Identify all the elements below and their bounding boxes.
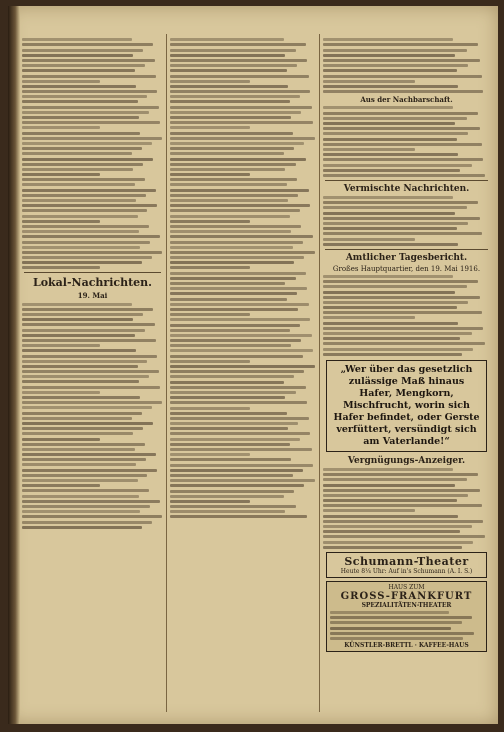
text-line bbox=[323, 494, 468, 497]
text-line bbox=[22, 510, 140, 513]
text-line bbox=[323, 535, 485, 538]
text-line bbox=[323, 59, 480, 62]
text-line bbox=[323, 546, 462, 549]
text-line bbox=[170, 256, 304, 259]
text-line bbox=[323, 43, 478, 46]
text-line bbox=[22, 142, 152, 145]
text-line bbox=[323, 54, 455, 57]
text-line bbox=[22, 137, 162, 140]
text-line bbox=[22, 38, 132, 41]
text-line bbox=[170, 215, 290, 218]
text-line bbox=[170, 375, 294, 378]
text-line bbox=[323, 322, 458, 325]
text-line bbox=[323, 301, 468, 304]
text-line bbox=[170, 500, 250, 503]
text-line bbox=[22, 443, 145, 446]
text-line bbox=[22, 225, 149, 228]
text-line bbox=[323, 332, 472, 335]
article-text bbox=[323, 275, 490, 356]
text-line bbox=[323, 484, 455, 487]
text-line bbox=[22, 241, 150, 244]
text-line bbox=[170, 505, 296, 508]
text-line bbox=[22, 256, 152, 259]
text-line bbox=[170, 75, 309, 78]
text-line bbox=[170, 458, 291, 461]
text-line bbox=[330, 637, 463, 640]
text-line bbox=[22, 199, 136, 202]
text-line bbox=[170, 225, 301, 228]
text-line bbox=[170, 427, 288, 430]
text-line bbox=[22, 412, 142, 415]
text-line bbox=[170, 158, 306, 161]
article-text bbox=[323, 196, 490, 246]
text-line bbox=[22, 370, 159, 373]
text-line bbox=[323, 478, 467, 481]
text-line bbox=[170, 266, 250, 269]
text-line bbox=[170, 298, 287, 301]
text-line bbox=[22, 365, 138, 368]
text-line bbox=[22, 308, 153, 311]
text-line bbox=[170, 484, 304, 487]
article-text bbox=[323, 38, 490, 93]
text-line bbox=[330, 627, 451, 630]
text-line bbox=[323, 525, 472, 528]
text-line bbox=[323, 311, 482, 314]
text-line bbox=[170, 365, 315, 368]
text-line bbox=[323, 504, 482, 507]
text-line bbox=[323, 206, 467, 209]
text-line bbox=[330, 621, 462, 624]
text-line bbox=[170, 100, 290, 103]
text-line bbox=[170, 235, 313, 238]
text-line bbox=[22, 49, 143, 52]
text-line bbox=[22, 183, 135, 186]
text-line bbox=[170, 469, 303, 472]
newspaper-page bbox=[8, 6, 498, 724]
text-line bbox=[170, 132, 293, 135]
text-line bbox=[170, 43, 306, 46]
text-line bbox=[323, 238, 415, 241]
text-line bbox=[170, 432, 310, 435]
text-line bbox=[170, 344, 291, 347]
text-line bbox=[323, 148, 415, 151]
text-line bbox=[22, 173, 100, 176]
text-line bbox=[22, 380, 139, 383]
text-line bbox=[323, 348, 473, 351]
text-line bbox=[22, 438, 100, 441]
text-line bbox=[22, 194, 146, 197]
text-line bbox=[170, 329, 290, 332]
text-line bbox=[323, 49, 467, 52]
text-line bbox=[170, 401, 307, 404]
text-line bbox=[22, 469, 157, 472]
text-line bbox=[22, 463, 136, 466]
text-line bbox=[170, 241, 303, 244]
text-line bbox=[170, 287, 307, 290]
text-line bbox=[323, 138, 457, 141]
text-line bbox=[22, 168, 133, 171]
text-line bbox=[170, 142, 304, 145]
theater-name: Schumann-Theater bbox=[344, 554, 469, 568]
text-line bbox=[170, 381, 284, 384]
text-line bbox=[323, 143, 482, 146]
text-line bbox=[323, 90, 483, 93]
section-heading-amtlicher: Amtlicher Tagesbericht. bbox=[345, 252, 468, 263]
column-divider bbox=[319, 34, 320, 712]
text-line bbox=[323, 468, 453, 471]
text-line bbox=[22, 43, 153, 46]
text-line bbox=[22, 121, 160, 124]
text-line bbox=[170, 183, 287, 186]
text-line bbox=[22, 126, 100, 129]
text-line bbox=[323, 122, 455, 125]
text-line bbox=[22, 318, 133, 321]
text-line bbox=[170, 204, 310, 207]
gross-frankfurt-ad bbox=[326, 581, 487, 652]
text-line bbox=[170, 391, 296, 394]
text-line bbox=[170, 277, 296, 280]
text-line bbox=[323, 489, 480, 492]
article-text bbox=[22, 303, 163, 529]
text-line bbox=[323, 158, 483, 161]
text-line bbox=[323, 174, 485, 177]
text-line bbox=[170, 313, 250, 316]
text-line bbox=[170, 49, 296, 52]
text-line bbox=[170, 515, 307, 518]
text-line bbox=[22, 85, 136, 88]
text-line bbox=[170, 261, 294, 264]
text-line bbox=[170, 126, 250, 129]
text-line bbox=[22, 432, 133, 435]
text-line bbox=[22, 458, 146, 461]
text-line bbox=[170, 54, 285, 57]
text-line bbox=[330, 616, 472, 619]
text-line bbox=[22, 339, 156, 342]
text-line bbox=[323, 106, 453, 109]
listing-text bbox=[323, 468, 490, 549]
text-line bbox=[170, 339, 301, 342]
text-line bbox=[323, 509, 415, 512]
text-line bbox=[323, 243, 458, 246]
text-line bbox=[323, 499, 457, 502]
text-line bbox=[323, 112, 478, 115]
text-line bbox=[22, 489, 149, 492]
hafer-advertisement: „Wer über das gesetzlich zulässige Maß hinaus Hafer, Mengkorn, Mischfrucht, worin sich Hafer befindet, oder Gerste verfüttert, versündigt sich am Vaterlande!“ bbox=[326, 360, 487, 452]
text-line bbox=[170, 106, 312, 109]
text-line bbox=[170, 38, 284, 41]
text-line bbox=[22, 484, 100, 487]
text-line bbox=[170, 111, 301, 114]
text-line bbox=[22, 526, 142, 529]
ad-bottom-line: KÜNSTLER-BRETTL · KAFFEE-HAUS bbox=[344, 642, 469, 650]
text-line bbox=[170, 85, 288, 88]
text-line bbox=[22, 163, 143, 166]
article-text bbox=[170, 38, 316, 518]
text-line bbox=[22, 448, 135, 451]
text-line bbox=[323, 201, 478, 204]
text-line bbox=[22, 515, 162, 518]
text-line bbox=[170, 474, 293, 477]
text-line bbox=[323, 75, 482, 78]
text-line bbox=[22, 80, 100, 83]
section-heading-vermischte: Vermischte Nachrichten. bbox=[343, 183, 470, 194]
column-middle bbox=[170, 36, 316, 710]
text-line bbox=[170, 121, 313, 124]
text-line bbox=[170, 308, 298, 311]
text-line bbox=[22, 313, 143, 316]
text-line bbox=[170, 189, 309, 192]
text-line bbox=[22, 474, 147, 477]
section-heading-nachbarschaft: Aus der Nachbarschaft. bbox=[360, 95, 453, 105]
text-line bbox=[170, 220, 250, 223]
text-line bbox=[323, 353, 462, 356]
text-line bbox=[22, 386, 160, 389]
text-line bbox=[170, 396, 285, 399]
text-line bbox=[170, 355, 303, 358]
text-line bbox=[22, 90, 157, 93]
section-heading-anzeiger: Vergnügungs-Anzeiger. bbox=[347, 455, 466, 466]
text-line bbox=[323, 164, 472, 167]
text-line bbox=[22, 106, 159, 109]
text-line bbox=[323, 306, 457, 309]
text-line bbox=[170, 292, 297, 295]
text-line bbox=[22, 235, 160, 238]
text-line bbox=[22, 495, 139, 498]
text-line bbox=[22, 209, 147, 212]
text-line bbox=[22, 406, 152, 409]
text-line bbox=[170, 386, 306, 389]
text-line bbox=[323, 38, 453, 41]
text-line bbox=[170, 69, 287, 72]
text-line bbox=[323, 515, 458, 518]
ad-text bbox=[330, 611, 483, 640]
text-line bbox=[22, 204, 157, 207]
text-line bbox=[323, 520, 483, 523]
text-line bbox=[170, 137, 315, 140]
text-line bbox=[323, 196, 453, 199]
text-line bbox=[170, 95, 300, 98]
text-line bbox=[22, 417, 132, 420]
text-line bbox=[170, 282, 285, 285]
text-line bbox=[170, 479, 315, 482]
text-line bbox=[22, 189, 156, 192]
text-line bbox=[170, 422, 298, 425]
text-line bbox=[22, 152, 132, 155]
text-line bbox=[170, 178, 297, 181]
text-line bbox=[170, 303, 309, 306]
text-line bbox=[323, 342, 485, 345]
article-text bbox=[22, 38, 163, 269]
text-line bbox=[22, 132, 140, 135]
text-line bbox=[323, 275, 453, 278]
text-line bbox=[170, 453, 250, 456]
divider bbox=[24, 272, 161, 273]
text-line bbox=[170, 370, 304, 373]
text-line bbox=[330, 611, 449, 614]
text-line bbox=[330, 632, 474, 635]
text-line bbox=[22, 396, 140, 399]
text-line bbox=[170, 407, 250, 410]
text-line bbox=[323, 222, 468, 225]
text-line bbox=[170, 324, 300, 327]
text-line bbox=[170, 199, 288, 202]
text-line bbox=[170, 116, 291, 119]
text-line bbox=[170, 490, 294, 493]
text-line bbox=[323, 316, 415, 319]
text-line bbox=[170, 349, 313, 352]
text-line bbox=[22, 349, 136, 352]
text-line bbox=[22, 427, 143, 430]
text-line bbox=[170, 90, 310, 93]
text-line bbox=[170, 246, 293, 249]
text-line bbox=[170, 173, 250, 176]
text-line bbox=[22, 69, 135, 72]
text-line bbox=[22, 391, 100, 394]
text-line bbox=[323, 280, 478, 283]
text-line bbox=[170, 272, 306, 275]
text-line bbox=[22, 178, 145, 181]
dateline: 19. Mai bbox=[77, 291, 108, 301]
text-line bbox=[323, 337, 460, 340]
text-line bbox=[22, 158, 153, 161]
text-line bbox=[22, 95, 147, 98]
text-line bbox=[323, 127, 480, 130]
text-line bbox=[170, 64, 297, 67]
text-line bbox=[22, 401, 162, 404]
text-line bbox=[170, 80, 250, 83]
text-line bbox=[170, 464, 313, 467]
divider bbox=[325, 180, 488, 181]
text-line bbox=[323, 473, 478, 476]
text-line bbox=[22, 116, 139, 119]
text-line bbox=[22, 375, 149, 378]
text-line bbox=[323, 212, 455, 215]
text-line bbox=[170, 251, 315, 254]
ad-subtitle: SPEZIALITÄTEN-THEATER bbox=[361, 601, 452, 609]
text-line bbox=[22, 334, 135, 337]
text-line bbox=[22, 230, 139, 233]
text-line bbox=[22, 64, 145, 67]
text-line bbox=[323, 217, 480, 220]
text-line bbox=[22, 111, 149, 114]
text-line bbox=[323, 132, 468, 135]
text-line bbox=[170, 147, 294, 150]
text-line bbox=[22, 344, 100, 347]
text-line bbox=[22, 500, 160, 503]
divider bbox=[325, 249, 488, 250]
text-line bbox=[22, 323, 155, 326]
text-line bbox=[323, 296, 480, 299]
text-line bbox=[22, 422, 153, 425]
text-line bbox=[22, 246, 140, 249]
text-line bbox=[170, 194, 298, 197]
text-line bbox=[323, 541, 473, 544]
text-line bbox=[22, 355, 157, 358]
text-line bbox=[22, 453, 156, 456]
text-line bbox=[22, 479, 138, 482]
text-line bbox=[323, 153, 458, 156]
text-line bbox=[323, 232, 482, 235]
text-line bbox=[323, 530, 460, 533]
text-line bbox=[170, 168, 285, 171]
text-line bbox=[170, 443, 290, 446]
text-line bbox=[170, 152, 284, 155]
text-line bbox=[323, 227, 457, 230]
text-line bbox=[22, 303, 132, 306]
text-line bbox=[170, 495, 284, 498]
text-line bbox=[22, 521, 152, 524]
column-divider bbox=[166, 34, 167, 712]
ad-title: GROSS-FRANKFURT bbox=[340, 590, 473, 602]
text-line bbox=[170, 334, 312, 337]
text-line bbox=[22, 147, 142, 150]
text-line bbox=[22, 215, 138, 218]
article-text bbox=[323, 106, 490, 176]
text-line bbox=[323, 85, 458, 88]
text-line bbox=[22, 261, 142, 264]
theater-line: Heute 8¼ Uhr: Auf in's Schumann (A. I. S.) bbox=[340, 567, 473, 575]
text-line bbox=[22, 505, 150, 508]
text-line bbox=[170, 417, 309, 420]
amtlicher-dateline: Großes Hauptquartier, den 19. Mai 1916. bbox=[332, 264, 481, 273]
text-line bbox=[22, 251, 162, 254]
text-line bbox=[323, 69, 457, 72]
ad-top-line: HAUS ZUM bbox=[388, 583, 425, 591]
book-spine bbox=[8, 6, 20, 724]
text-line bbox=[22, 100, 138, 103]
text-line bbox=[323, 64, 468, 67]
text-line bbox=[22, 54, 133, 57]
text-line bbox=[22, 360, 147, 363]
text-line bbox=[323, 291, 455, 294]
text-line bbox=[22, 266, 100, 269]
column-right bbox=[323, 36, 490, 710]
text-line bbox=[170, 510, 285, 513]
text-line bbox=[170, 412, 287, 415]
text-line bbox=[22, 75, 156, 78]
text-line bbox=[170, 209, 300, 212]
text-line bbox=[323, 327, 483, 330]
text-line bbox=[323, 80, 415, 83]
text-line bbox=[323, 285, 467, 288]
text-line bbox=[170, 360, 250, 363]
section-heading-lokal: Lokal-Nachrichten. bbox=[32, 276, 153, 290]
column-left bbox=[22, 36, 163, 710]
text-line bbox=[170, 448, 312, 451]
text-line bbox=[170, 59, 307, 62]
text-line bbox=[170, 438, 300, 441]
text-line bbox=[22, 329, 145, 332]
text-line bbox=[22, 220, 100, 223]
text-line bbox=[323, 169, 460, 172]
text-line bbox=[170, 163, 296, 166]
text-line bbox=[170, 318, 310, 321]
schumann-theater-ad bbox=[326, 552, 487, 578]
text-line bbox=[170, 230, 291, 233]
text-line bbox=[323, 117, 467, 120]
text-line bbox=[22, 59, 155, 62]
